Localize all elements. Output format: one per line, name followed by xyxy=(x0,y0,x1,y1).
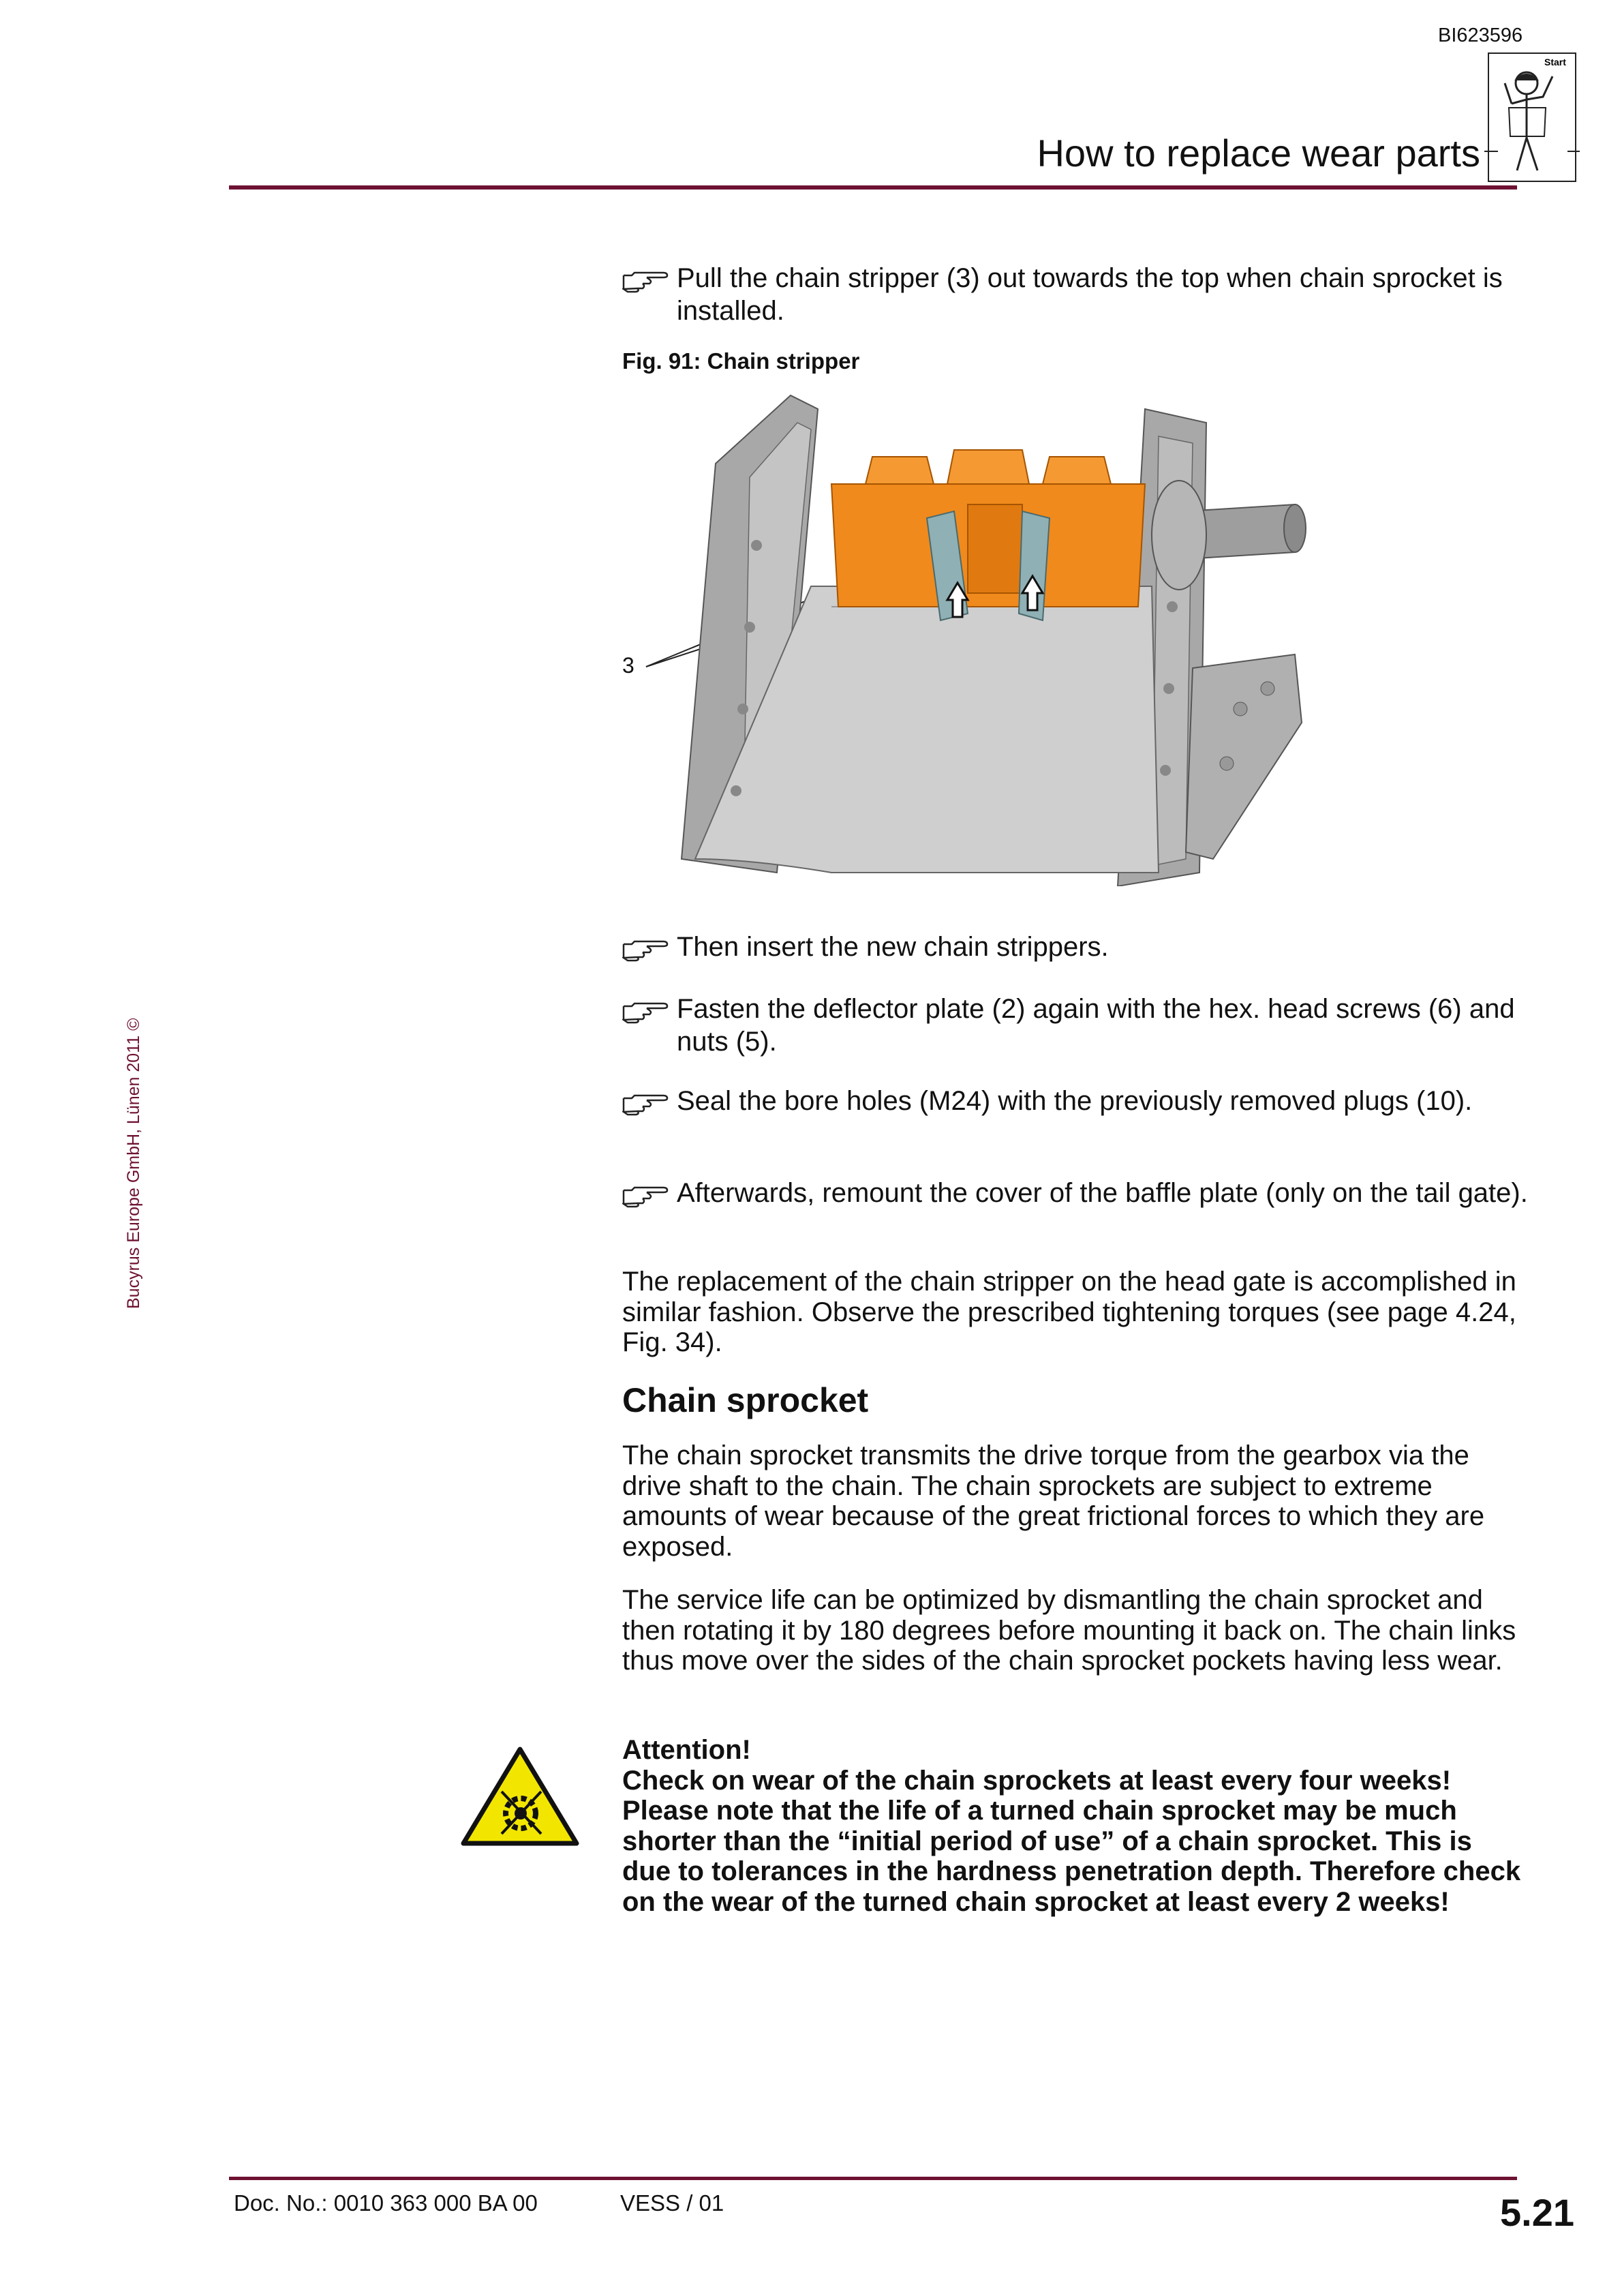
pointing-hand-icon xyxy=(622,1185,670,1208)
warning-gear-icon xyxy=(461,1745,580,1847)
start-label: Start xyxy=(1544,57,1566,67)
copyright-notice: Bucyrus Europe GmbH, Lünen 2011 © xyxy=(124,1018,143,1309)
attention-block xyxy=(622,1735,1522,1918)
instruction-text: Then insert the new chain strippers. xyxy=(677,932,1109,962)
instruction-step xyxy=(622,1177,1529,1209)
figure-caption: Fig. 91: Chain stripper xyxy=(622,348,860,374)
attention-title: Attention! xyxy=(622,1735,751,1765)
start-figure-icon xyxy=(1484,49,1580,185)
pointing-hand-icon xyxy=(622,1093,670,1116)
document-id: BI623596 xyxy=(1438,25,1523,46)
instruction-step xyxy=(622,993,1529,1058)
attention-line: Please note that the life of a turned chain sprocket may be much shorter than the “initial period of use” of a chain sprocket. This is due to tolerances in the hardness penetration depth. Therefore check on the wear of the turned chain sprocket at least every 2 weeks! xyxy=(622,1796,1521,1917)
instruction-step xyxy=(622,931,1529,963)
pointing-hand-icon xyxy=(622,270,670,293)
pointing-hand-icon xyxy=(622,1001,670,1024)
body-paragraph: The service life can be optimized by dismantling the chain sprocket and then rotating it by 180 degrees before mounting it back on. The chain links thus move over the sides of the chain sprocket pockets having less wear. xyxy=(622,1585,1516,1676)
version-label: VESS / 01 xyxy=(620,2190,724,2216)
page-title: How to replace wear parts xyxy=(1037,132,1480,175)
section-heading: Chain sprocket xyxy=(622,1381,869,1419)
footer-rule xyxy=(229,2177,1517,2180)
instruction-text: Pull the chain stripper (3) out towards the top when chain sprocket is installed. xyxy=(677,263,1503,326)
attention-line: Check on wear of the chain sprockets at least every four weeks! xyxy=(622,1765,1452,1796)
pointing-hand-icon xyxy=(622,939,670,962)
body-paragraph: The replacement of the chain stripper on the head gate is accomplished in similar fashion. Observe the prescribed tightening torques (see page 4.24, Fig. 34). xyxy=(622,1267,1516,1357)
chain-stripper-figure xyxy=(613,382,1322,886)
header-rule xyxy=(229,185,1517,190)
document-number: Doc. No.: 0010 363 000 BA 00 xyxy=(234,2190,538,2216)
instruction-step xyxy=(622,1085,1529,1117)
instruction-text: Seal the bore holes (M24) with the previously removed plugs (10). xyxy=(677,1086,1473,1116)
instruction-step xyxy=(622,262,1529,327)
instruction-text: Afterwards, remount the cover of the baffle plate (only on the tail gate). xyxy=(677,1178,1528,1208)
body-paragraph: The chain sprocket transmits the drive torque from the gearbox via the drive shaft to the chain. The chain sprockets are subject to extreme amounts of wear because of the great frictional forces to which they are exposed. xyxy=(622,1440,1485,1562)
figure-callout-3: 3 xyxy=(622,653,634,678)
instruction-text: Fasten the deflector plate (2) again with the hex. head screws (6) and nuts (5). xyxy=(677,994,1515,1057)
page-number: 5.21 xyxy=(1500,2191,1574,2234)
